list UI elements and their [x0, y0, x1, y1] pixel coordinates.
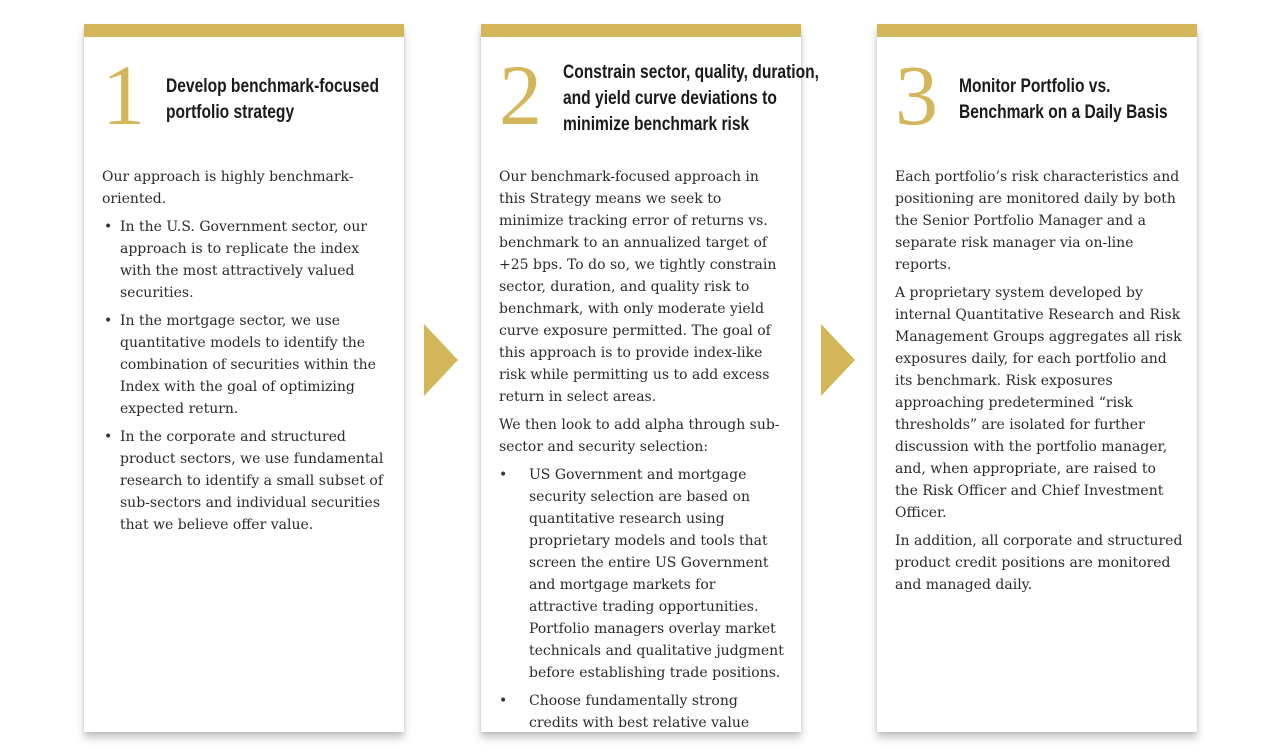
- list-item: • US Government and mortgage security selection are based on quantitative research using proprietary models and tools that screen the entire US Government and mortgage markets for attractive trading opportunities. Portfolio managers overlay market technicals and qualitative judgment before establishing trade positions.: [499, 464, 787, 684]
- step-title: [959, 74, 1168, 126]
- step-title-line: Develop benchmark-focused: [166, 76, 379, 97]
- list-item: • Choose fundamentally strong credits with best relative value: [499, 690, 787, 734]
- chevron-right-icon: [821, 324, 855, 396]
- step-title-line: Benchmark on a Daily Basis: [959, 102, 1168, 123]
- chevron-right-icon: [424, 324, 458, 396]
- step-paragraph: We then look to add alpha through sub-sector and security selection:: [499, 417, 780, 455]
- step-title-line: minimize benchmark risk: [563, 114, 750, 135]
- step-title-line: portfolio strategy: [166, 102, 295, 123]
- list-item: • In the mortgage sector, we use quantitative models to identify the combination of securities within the Index with the goal of optimizing expected return.: [102, 310, 390, 420]
- card-accent-bar: [877, 24, 1197, 37]
- card-accent-bar: [481, 24, 801, 37]
- step-number: 2: [499, 47, 542, 143]
- step-title: [563, 60, 819, 138]
- step-bullet-list: [499, 464, 787, 734]
- step-intro: Our approach is highly benchmark-oriented.: [102, 169, 354, 207]
- list-item: • In the corporate and structured product sectors, we use fundamental research to identify a small subset of sub-sectors and individual securities that we believe offer value.: [102, 426, 390, 536]
- step-body: [499, 166, 787, 740]
- step-title: [166, 74, 379, 126]
- step-paragraph: Our benchmark-focused approach in this Strategy means we seek to minimize tracking error of returns vs. benchmark to an annualized target of +25 bps. To do so, we tightly constrain sector, duration, and quality risk to benchmark, with only moderate yield curve exposure permitted. The goal of this approach is to provide index-like risk while permitting us to add excess return in select areas.: [499, 169, 777, 405]
- step-card-3: [877, 24, 1197, 732]
- step-card-1: [84, 24, 404, 732]
- step-number: 3: [895, 47, 938, 143]
- step-body: [895, 166, 1183, 602]
- step-card-2: [481, 24, 819, 732]
- step-bullet-list: [102, 216, 390, 536]
- list-item: • In the U.S. Government sector, our approach is to replicate the index with the most attractively valued securities.: [102, 216, 390, 304]
- step-number: 1: [102, 47, 145, 143]
- step-title-line: Monitor Portfolio vs.: [959, 76, 1111, 97]
- step-paragraph: In addition, all corporate and structured product credit positions are monitored and managed daily.: [895, 533, 1183, 593]
- card-accent-bar: [84, 24, 404, 37]
- step-paragraph: A proprietary system developed by internal Quantitative Research and Risk Management Groups aggregates all risk exposures daily, for each portfolio and its benchmark. Risk exposures approaching predetermined “risk thresholds” are isolated for further discussion with the portfolio manager, and, when appropriate, are raised to the Risk Officer and Chief Investment Officer.: [895, 285, 1182, 521]
- step-title-line: and yield curve deviations to: [563, 88, 777, 109]
- step-body: [102, 166, 390, 542]
- step-paragraph: Each portfolio’s risk characteristics and positioning are monitored daily by both the Senior Portfolio Manager and a separate risk manager via on-line reports.: [895, 169, 1180, 273]
- step-title-line: Constrain sector, quality, duration,: [563, 62, 819, 83]
